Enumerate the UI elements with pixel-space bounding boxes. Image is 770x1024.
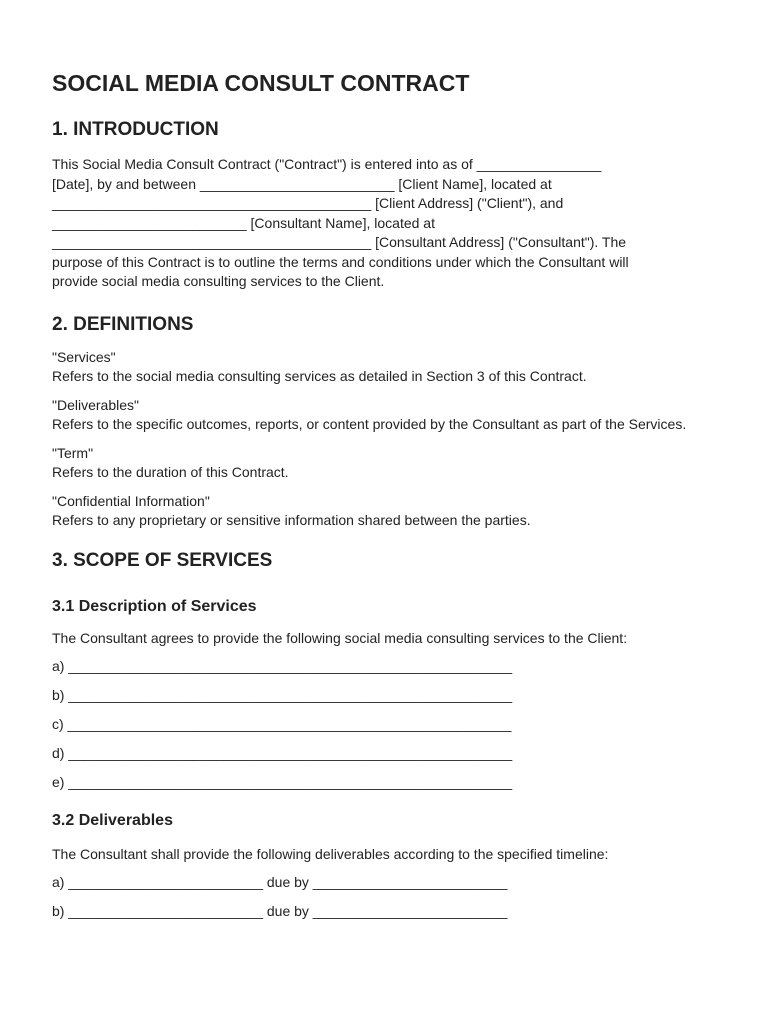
intro-line: [Date], by and between _________________________ [Client Name], located at [52, 175, 552, 192]
intro-line: purpose of this Contract is to outline the terms and conditions under which the Consultant will [52, 253, 629, 270]
intro-line: _________________________ [Consultant Name], located at [52, 214, 435, 231]
services-blank-line[interactable]: c) _________________________________________________________ [52, 716, 512, 732]
subsection-heading-description: 3.1 Description of Services [52, 597, 257, 615]
services-blank-line[interactable]: e) _________________________________________________________ [52, 774, 513, 790]
introduction-paragraph [52, 155, 710, 292]
services-blank-line[interactable]: b) _________________________________________________________ [52, 687, 513, 703]
services-blank-line[interactable]: d) _________________________________________________________ [52, 745, 513, 761]
definition-term: "Deliverables" [52, 396, 139, 413]
definition-term: "Term" [52, 444, 94, 461]
section-heading-introduction: 1. INTRODUCTION [52, 119, 219, 140]
definition-description: Refers to any proprietary or sensitive information shared between the parties. [52, 512, 531, 528]
deliverables-lead: The Consultant shall provide the following deliverables according to the specified timeline: [52, 845, 609, 862]
definitions-list [52, 348, 710, 531]
deliverable-blank-line[interactable]: a) _________________________ due by _________________________ [52, 874, 508, 890]
definition-term: "Services" [52, 348, 116, 365]
definition-description: Refers to the social media consulting services as detailed in Section 3 of this Contract. [52, 368, 587, 384]
intro-line: provide social media consulting services to the Client. [52, 273, 385, 289]
description-lead: The Consultant agrees to provide the following social media consulting services to the Client: [52, 629, 628, 646]
intro-line: _________________________________________ [Consultant Address] ("Consultant"). The [52, 234, 627, 250]
section-heading-scope: 3. SCOPE OF SERVICES [52, 549, 273, 571]
definition-term: "Confidential Information" [52, 492, 210, 509]
deliverable-blank-line[interactable]: b) _________________________ due by _________________________ [52, 903, 508, 919]
definition-description: Refers to the duration of this Contract. [52, 464, 289, 480]
subsection-heading-deliverables: 3.2 Deliverables [52, 811, 173, 829]
definition-item [52, 492, 710, 531]
definition-item [52, 444, 710, 483]
definition-item [52, 396, 710, 435]
intro-line: _________________________________________ [Client Address] ("Client"), and [52, 195, 564, 211]
services-blank-line[interactable]: a) _________________________________________________________ [52, 658, 513, 674]
intro-line: This Social Media Consult Contract ("Contract") is entered into as of ________________ [52, 156, 602, 172]
section-heading-definitions: 2. DEFINITIONS [52, 313, 194, 335]
definition-item [52, 348, 710, 387]
deliverables-blank-list [52, 873, 710, 922]
document-title: SOCIAL MEDIA CONSULT CONTRACT [52, 70, 470, 96]
services-blank-list [52, 657, 710, 793]
definition-description: Refers to the specific outcomes, reports, or content provided by the Consultant as part of the Services. [52, 416, 687, 432]
